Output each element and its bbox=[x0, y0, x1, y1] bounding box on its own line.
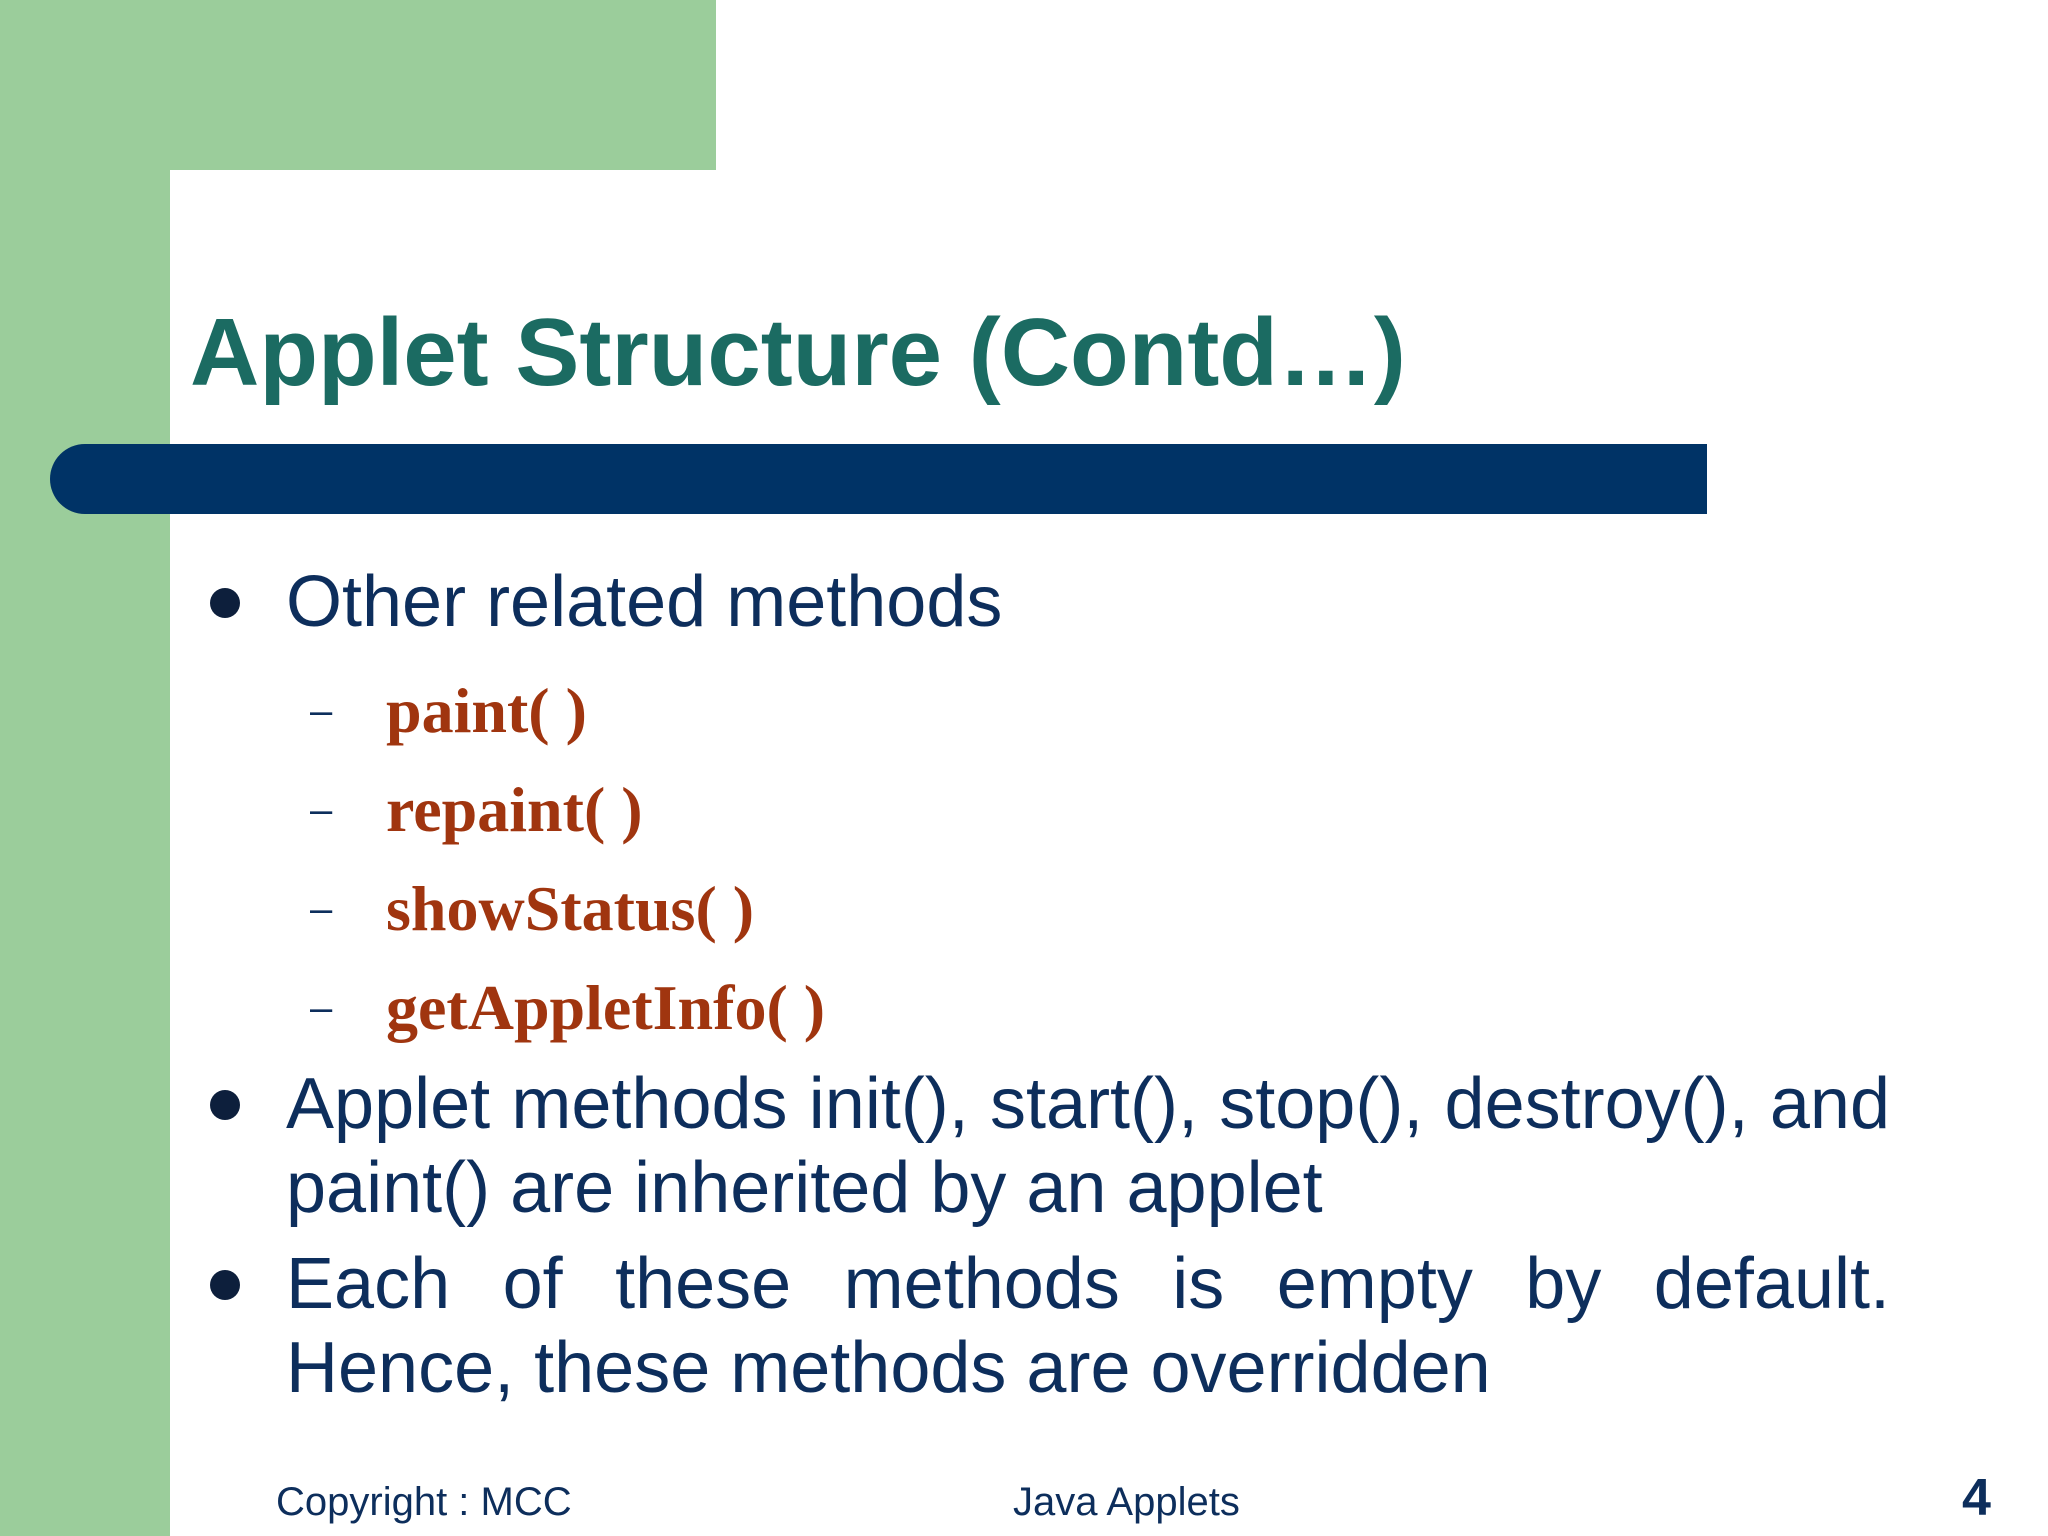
dash-marker-icon: – bbox=[310, 788, 333, 832]
bullet-text: Each of these methods is empty by default. Hence, these methods are overridden bbox=[286, 1244, 1890, 1408]
sub-item bbox=[310, 770, 643, 850]
sub-item-text: getAppletInfo( ) bbox=[386, 972, 826, 1043]
page-number: 4 bbox=[1962, 1469, 1991, 1527]
left-accent-band bbox=[0, 0, 170, 1536]
dash-marker-icon: – bbox=[310, 887, 333, 931]
bullet-item bbox=[210, 1242, 1890, 1410]
sub-item bbox=[310, 869, 754, 949]
bullet-text: Other related methods bbox=[286, 562, 1003, 642]
title-underline-bar bbox=[50, 444, 1707, 514]
footer-copyright: Copyright : MCC bbox=[276, 1480, 572, 1524]
bullet-item bbox=[210, 560, 1890, 644]
sub-item-text: showStatus( ) bbox=[386, 873, 755, 944]
bullet-dot-icon bbox=[210, 1270, 240, 1300]
bullet-dot-icon bbox=[210, 1090, 240, 1120]
sub-item-text: repaint( ) bbox=[386, 774, 643, 845]
dash-marker-icon: – bbox=[310, 689, 333, 733]
top-accent-band bbox=[0, 0, 716, 170]
footer-center-text: Java Applets bbox=[1013, 1480, 1240, 1524]
dash-marker-icon: – bbox=[310, 986, 333, 1030]
sub-item bbox=[310, 671, 587, 751]
sub-item bbox=[310, 968, 825, 1048]
bullet-dot-icon bbox=[210, 588, 240, 618]
sub-item-text: paint( ) bbox=[386, 675, 587, 746]
slide-title: Applet Structure (Contd…) bbox=[190, 299, 1406, 406]
bullet-item bbox=[210, 1062, 1890, 1230]
bullet-text: Applet methods init(), start(), stop(), destroy(), and paint() are inherited by an applet bbox=[286, 1064, 1890, 1228]
